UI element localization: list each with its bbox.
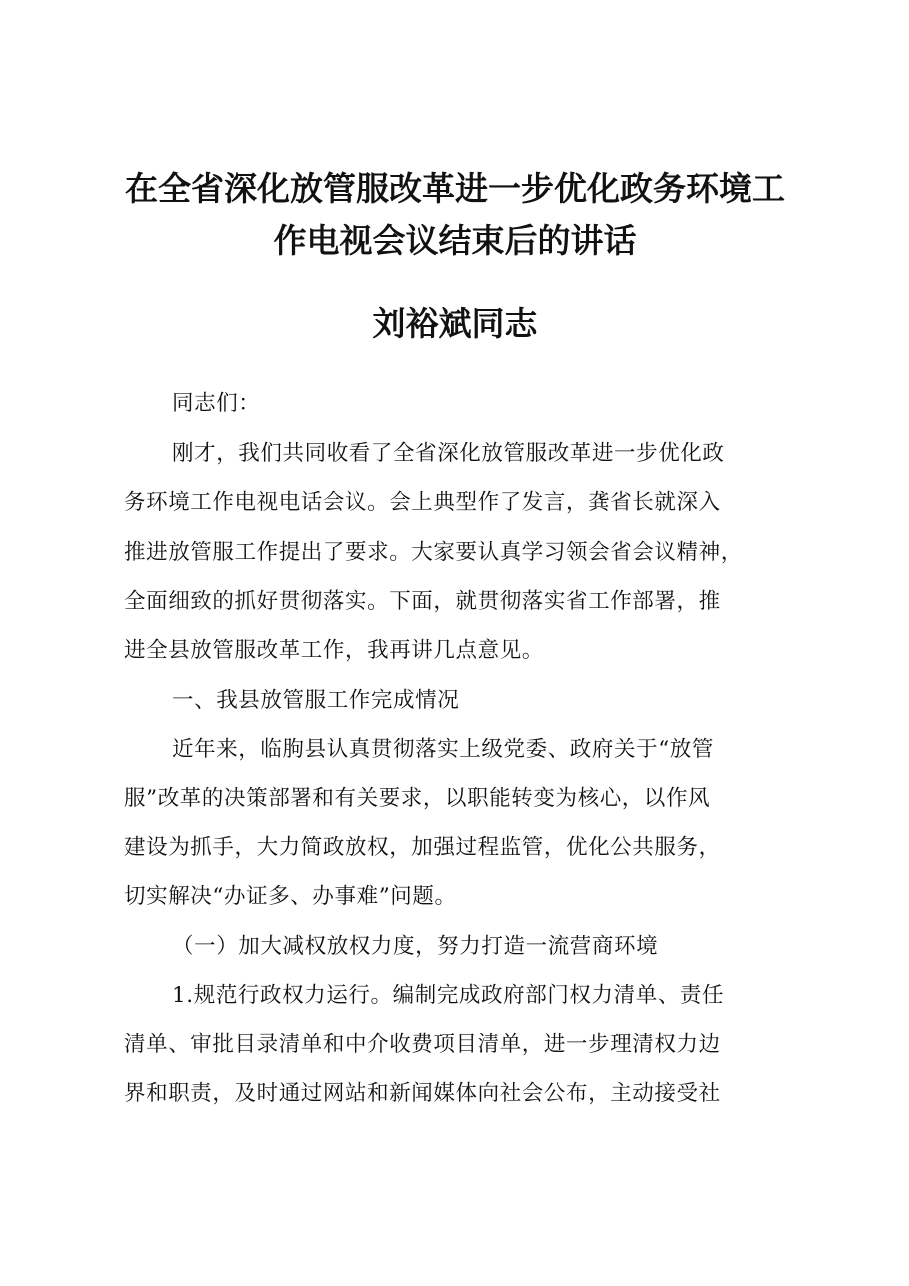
body-line: 切实解决“办证多、办事难”问题。 [124, 884, 457, 909]
body-line: 务环境工作电视电话会议。会上典型作了发言，龚省长就深入 [124, 490, 721, 515]
body-line: 刚才，我们共同收看了全省深化放管服改革进一步优化政 [172, 441, 725, 466]
body-line: 近年来，临朐县认真贯彻落实上级党委、政府关于“放管 [172, 737, 714, 762]
body-line: 清单、审批目录清单和中介收费项目清单，进一步理清权力边 [124, 1032, 721, 1057]
body-line: 界和职责，及时通过网站和新闻媒体向社会公布，主动接受社 [124, 1081, 721, 1106]
body-line: 全面细致的抓好贯彻落实。下面，就贯彻落实省工作部署，推 [124, 589, 721, 614]
subsection-heading: （一）加大减权放权力度，努力打造一流营商环境 [172, 934, 659, 959]
document-title-line-1: 在全省深化放管服改革进一步优化政务环境工 [125, 169, 785, 208]
salutation: 同志们： [172, 391, 261, 416]
author-name: 刘裕斌同志 [372, 304, 538, 343]
document-title-line-2: 作电视会议结束后的讲话 [273, 221, 637, 260]
body-line: 服”改革的决策部署和有关要求，以职能转变为核心，以作风 [124, 786, 711, 811]
body-line: 推进放管服工作提出了要求。大家要认真学习领会省会议精神， [124, 540, 743, 565]
body-line: 进全县放管服改革工作，我再讲几点意见。 [124, 638, 544, 663]
section-heading: 一、我县放管服工作完成情况 [172, 688, 460, 713]
body-line: 1.规范行政权力运行。编制完成政府部门权力清单、责任 [172, 983, 725, 1008]
body-line: 建设为抓手，大力简政放权，加强过程监管，优化公共服务， [124, 835, 721, 860]
